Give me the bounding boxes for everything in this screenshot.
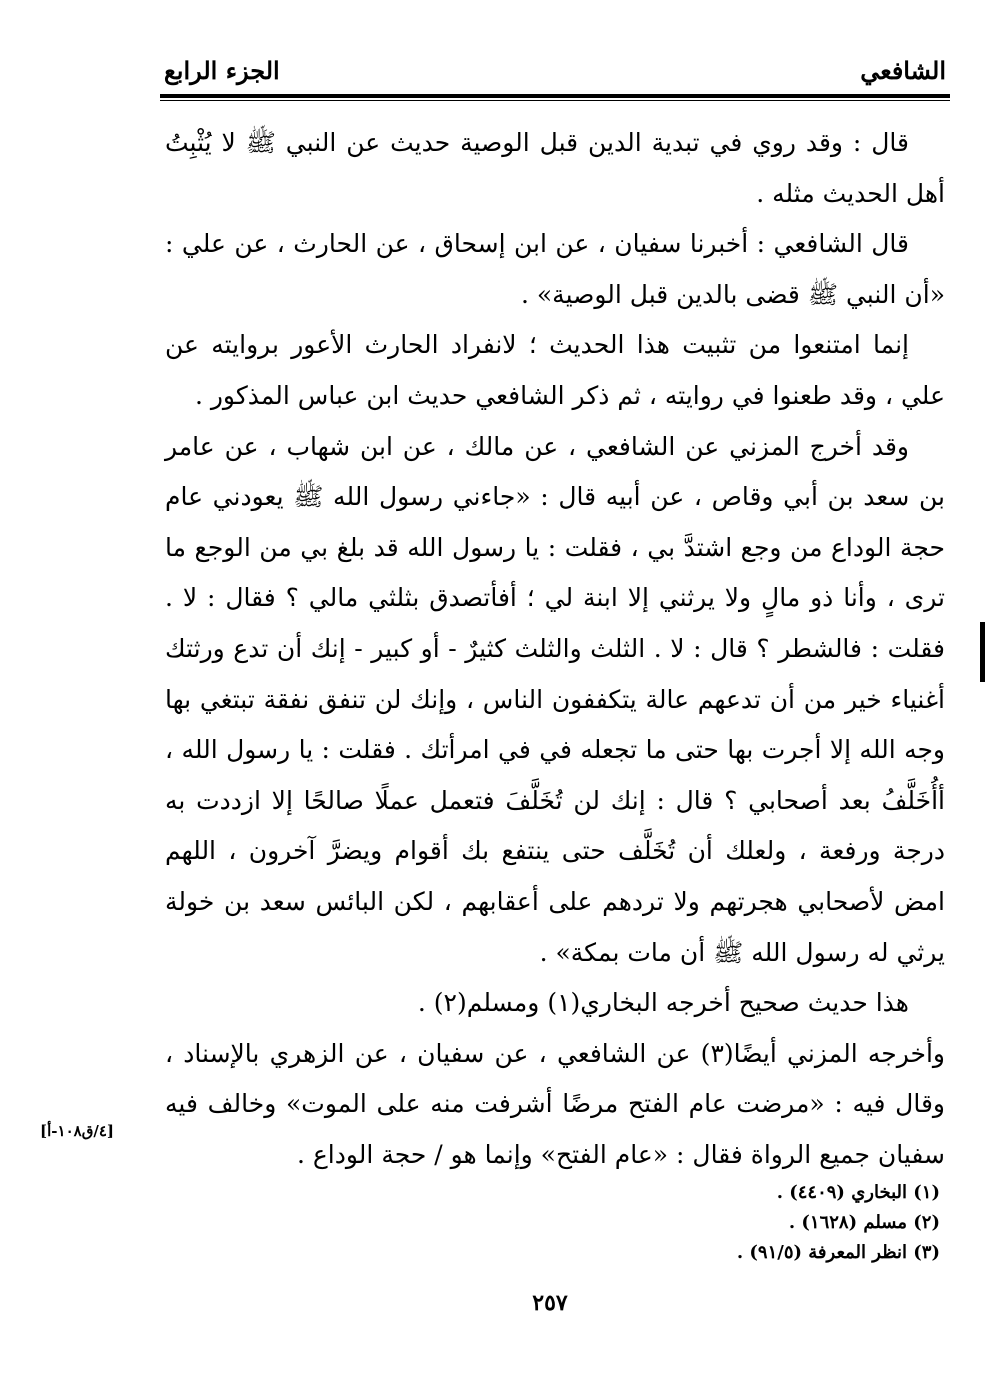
footnote: (١) البخاري (٤٤٠٩) .: [776, 1182, 940, 1203]
book-title: الشافعي: [860, 56, 946, 85]
paragraph: وقد أخرج المزني عن الشافعي ، عن مالك ، عن ابن شهاب ، عن عامر بن سعد بن أبي وقاص ، عن أبيه قال : «جاءني رسول الله ﷺ يعودني عام حجة الوداع من وجع اشتدَّ بي ، فقلت : يا رسول الله قد بلغ بي من الوجع ما ترى ، وأنا ذو مالٍ ولا يرثني إلا ابنة لي ؛ أفأتصدق بثلثي مالي ؟ فقال : لا . فقلت : فالشطر ؟ قال : لا . الثلث والثلث كثيرٌ - أو كبير - إنك أن تدع ورثتك أغنياء خير من أن تدعهم عالة يتكففون الناس ، وإنك لن تنفق نفقة تبتغي بها وجه الله إلا أجرت بها حتى ما تجعله في في امرأتك . فقلت : يا رسول الله ، أأُخَلَّفُ بعد أصحابي ؟ قال : إنك لن تُخَلَّفَ فتعمل عملًا صالحًا إلا ازددت به درجة ورفعة ، ولعلك أن تُخَلَّف حتى ينتفع بك أقوام ويضرَّ آخرون ، اللهم امض لأصحابي هجرتهم ولا تردهم على أعقابهم ، لكن البائس سعد بن خولة يرثي له رسول الله ﷺ أن مات بمكة» .: [165, 431, 945, 967]
paragraph: وأخرجه المزني أيضًا(٣) عن الشافعي ، عن سفيان ، عن الزهري بالإسناد ، وقال فيه : «مرضت عام الفتح مرضًا أشرفت منه على الموت» وخالف فيه سفيان جميع الرواة فقال : «عام الفتح» وإنما هو / حجة الوداع .: [165, 1038, 945, 1169]
paragraph: إنما امتنعوا من تثبيت هذا الحديث ؛ لانفراد الحارث الأعور بروايته عن علي ، وقد طعنوا في روايته ، ثم ذكر الشافعي حديث ابن عباس المذكور .: [165, 330, 945, 410]
volume-title: الجزء الرابع: [164, 56, 280, 85]
margin-marker: [980, 622, 985, 682]
footnote: (٣) انظر المعرفة (٩١/٥) .: [736, 1242, 940, 1263]
footnotes: [165, 1178, 940, 1268]
paragraph: قال : وقد روي في تبدية الدين قبل الوصية حديث عن النبي ﷺ لا يُثْبِتُ أهل الحديث مثله .: [165, 128, 945, 208]
manuscript-folio-reference: [٤/ق١٠٨-أ]: [40, 1122, 114, 1140]
header-rule-thin: [160, 100, 950, 101]
main-text: [165, 118, 945, 1180]
page-header: [160, 48, 950, 94]
page-number: ٢٥٧: [532, 1290, 568, 1316]
footnote: (٢) مسلم (١٦٢٨) .: [788, 1212, 940, 1233]
paragraph: هذا حديث صحيح أخرجه البخاري(١) ومسلم(٢) .: [417, 988, 909, 1018]
header-rule-thick: [160, 94, 950, 98]
paragraph: قال الشافعي : أخبرنا سفيان ، عن ابن إسحاق ، عن الحارث ، عن علي : «أن النبي ﷺ قضى بالدين قبل الوصية» .: [165, 229, 945, 309]
